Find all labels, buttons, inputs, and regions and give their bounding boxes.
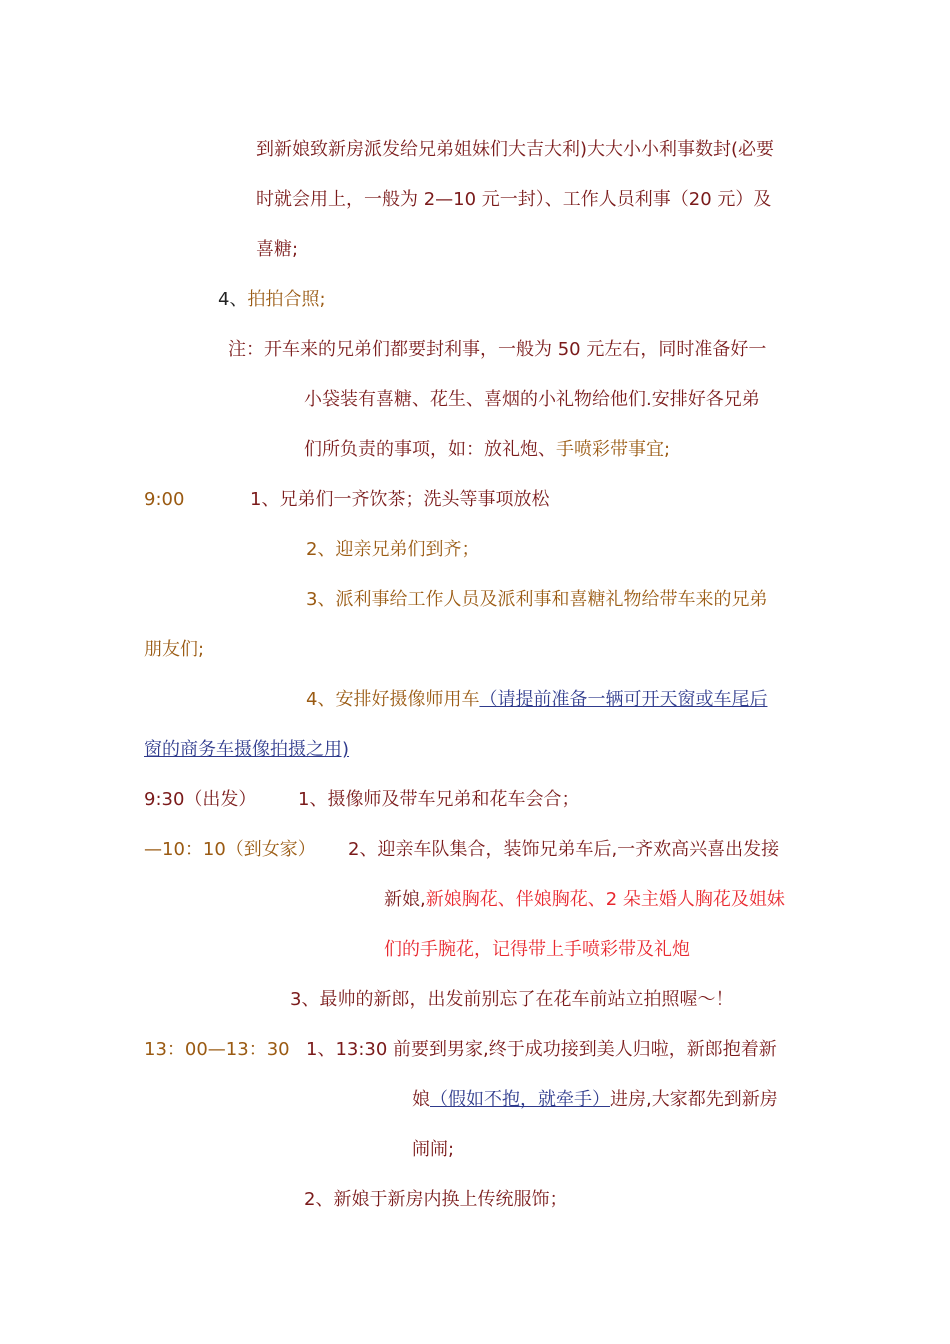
note-line (304, 437, 670, 463)
schedule-text: 进房,大家都先到新房 (610, 1089, 778, 1110)
schedule-item-cont (412, 1087, 778, 1113)
time-label: —10：10（到女家） (144, 839, 316, 860)
time-label: 13：00—13：30 (144, 1039, 290, 1060)
schedule-item: 2、迎亲车队集合，装饰兄弟车后,一齐欢高兴喜出发接 (348, 839, 780, 860)
note-link[interactable]: （假如不抱，就牵手） (430, 1089, 610, 1110)
note-link[interactable]: 窗的商务车摄像拍摄之用) (144, 739, 350, 760)
schedule-item-cont (384, 887, 785, 913)
schedule-item: 3、派利事给工作人员及派利事和喜糖礼物给带车来的兄弟 (306, 589, 768, 610)
text-line: 到新娘致新房派发给兄弟姐妹们大吉大利)大大小小利事数封(必要 (256, 139, 775, 160)
schedule-text: 娘 (412, 1089, 430, 1110)
time-label: 9:30（出发） (144, 789, 257, 810)
text-line: 喜糖; (256, 239, 299, 260)
note-line: 注：开车来的兄弟们都要封利事，一般为 50 元左右，同时准备好一 (228, 339, 767, 360)
time-label: 9:00 (144, 489, 185, 510)
list-number: 4、 (218, 289, 248, 310)
schedule-item: 1、摄像师及带车兄弟和花车会合； (298, 789, 580, 810)
text-line: 时就会用上，一般为 2—10 元一封）、工作人员利事（20 元）及 (256, 189, 772, 210)
note-link[interactable]: （请提前准备一辆可开天窗或车尾后 (479, 689, 768, 710)
schedule-item: 1、兄弟们一齐饮茶；洗头等事项放松 (250, 489, 550, 510)
schedule-text-highlight: 新娘胸花、伴娘胸花、2 朵主婚人胸花及姐妹 (425, 889, 785, 910)
schedule-item-cont: 们的手腕花，记得带上手喷彩带及礼炮 (384, 939, 690, 960)
schedule-item-cont: 朋友们; (144, 639, 205, 660)
list-item-photo (218, 287, 326, 313)
schedule-item (306, 687, 767, 713)
schedule-item-cont: 闹闹; (412, 1139, 455, 1160)
schedule-item: 3、最帅的新郎，出发前别忘了在花车前站立拍照喔～！ (290, 989, 734, 1010)
schedule-text: 新娘, (384, 889, 426, 910)
note-line: 小袋装有喜糖、花生、喜烟的小礼物给他们.安排好各兄弟 (304, 389, 760, 410)
list-text: 拍拍合照; (247, 289, 326, 310)
schedule-item: 1、13:30 前要到男家,终于成功接到美人归啦，新郎抱着新 (306, 1039, 777, 1060)
note-text-highlight: 手喷彩带事宜; (556, 439, 671, 460)
schedule-item: 2、新娘于新房内换上传统服饰； (304, 1189, 568, 1210)
note-text: 们所负责的事项，如：放礼炮、 (304, 439, 556, 460)
schedule-text: 4、安排好摄像师用车 (306, 689, 480, 710)
schedule-item: 2、迎亲兄弟们到齐； (306, 539, 480, 560)
